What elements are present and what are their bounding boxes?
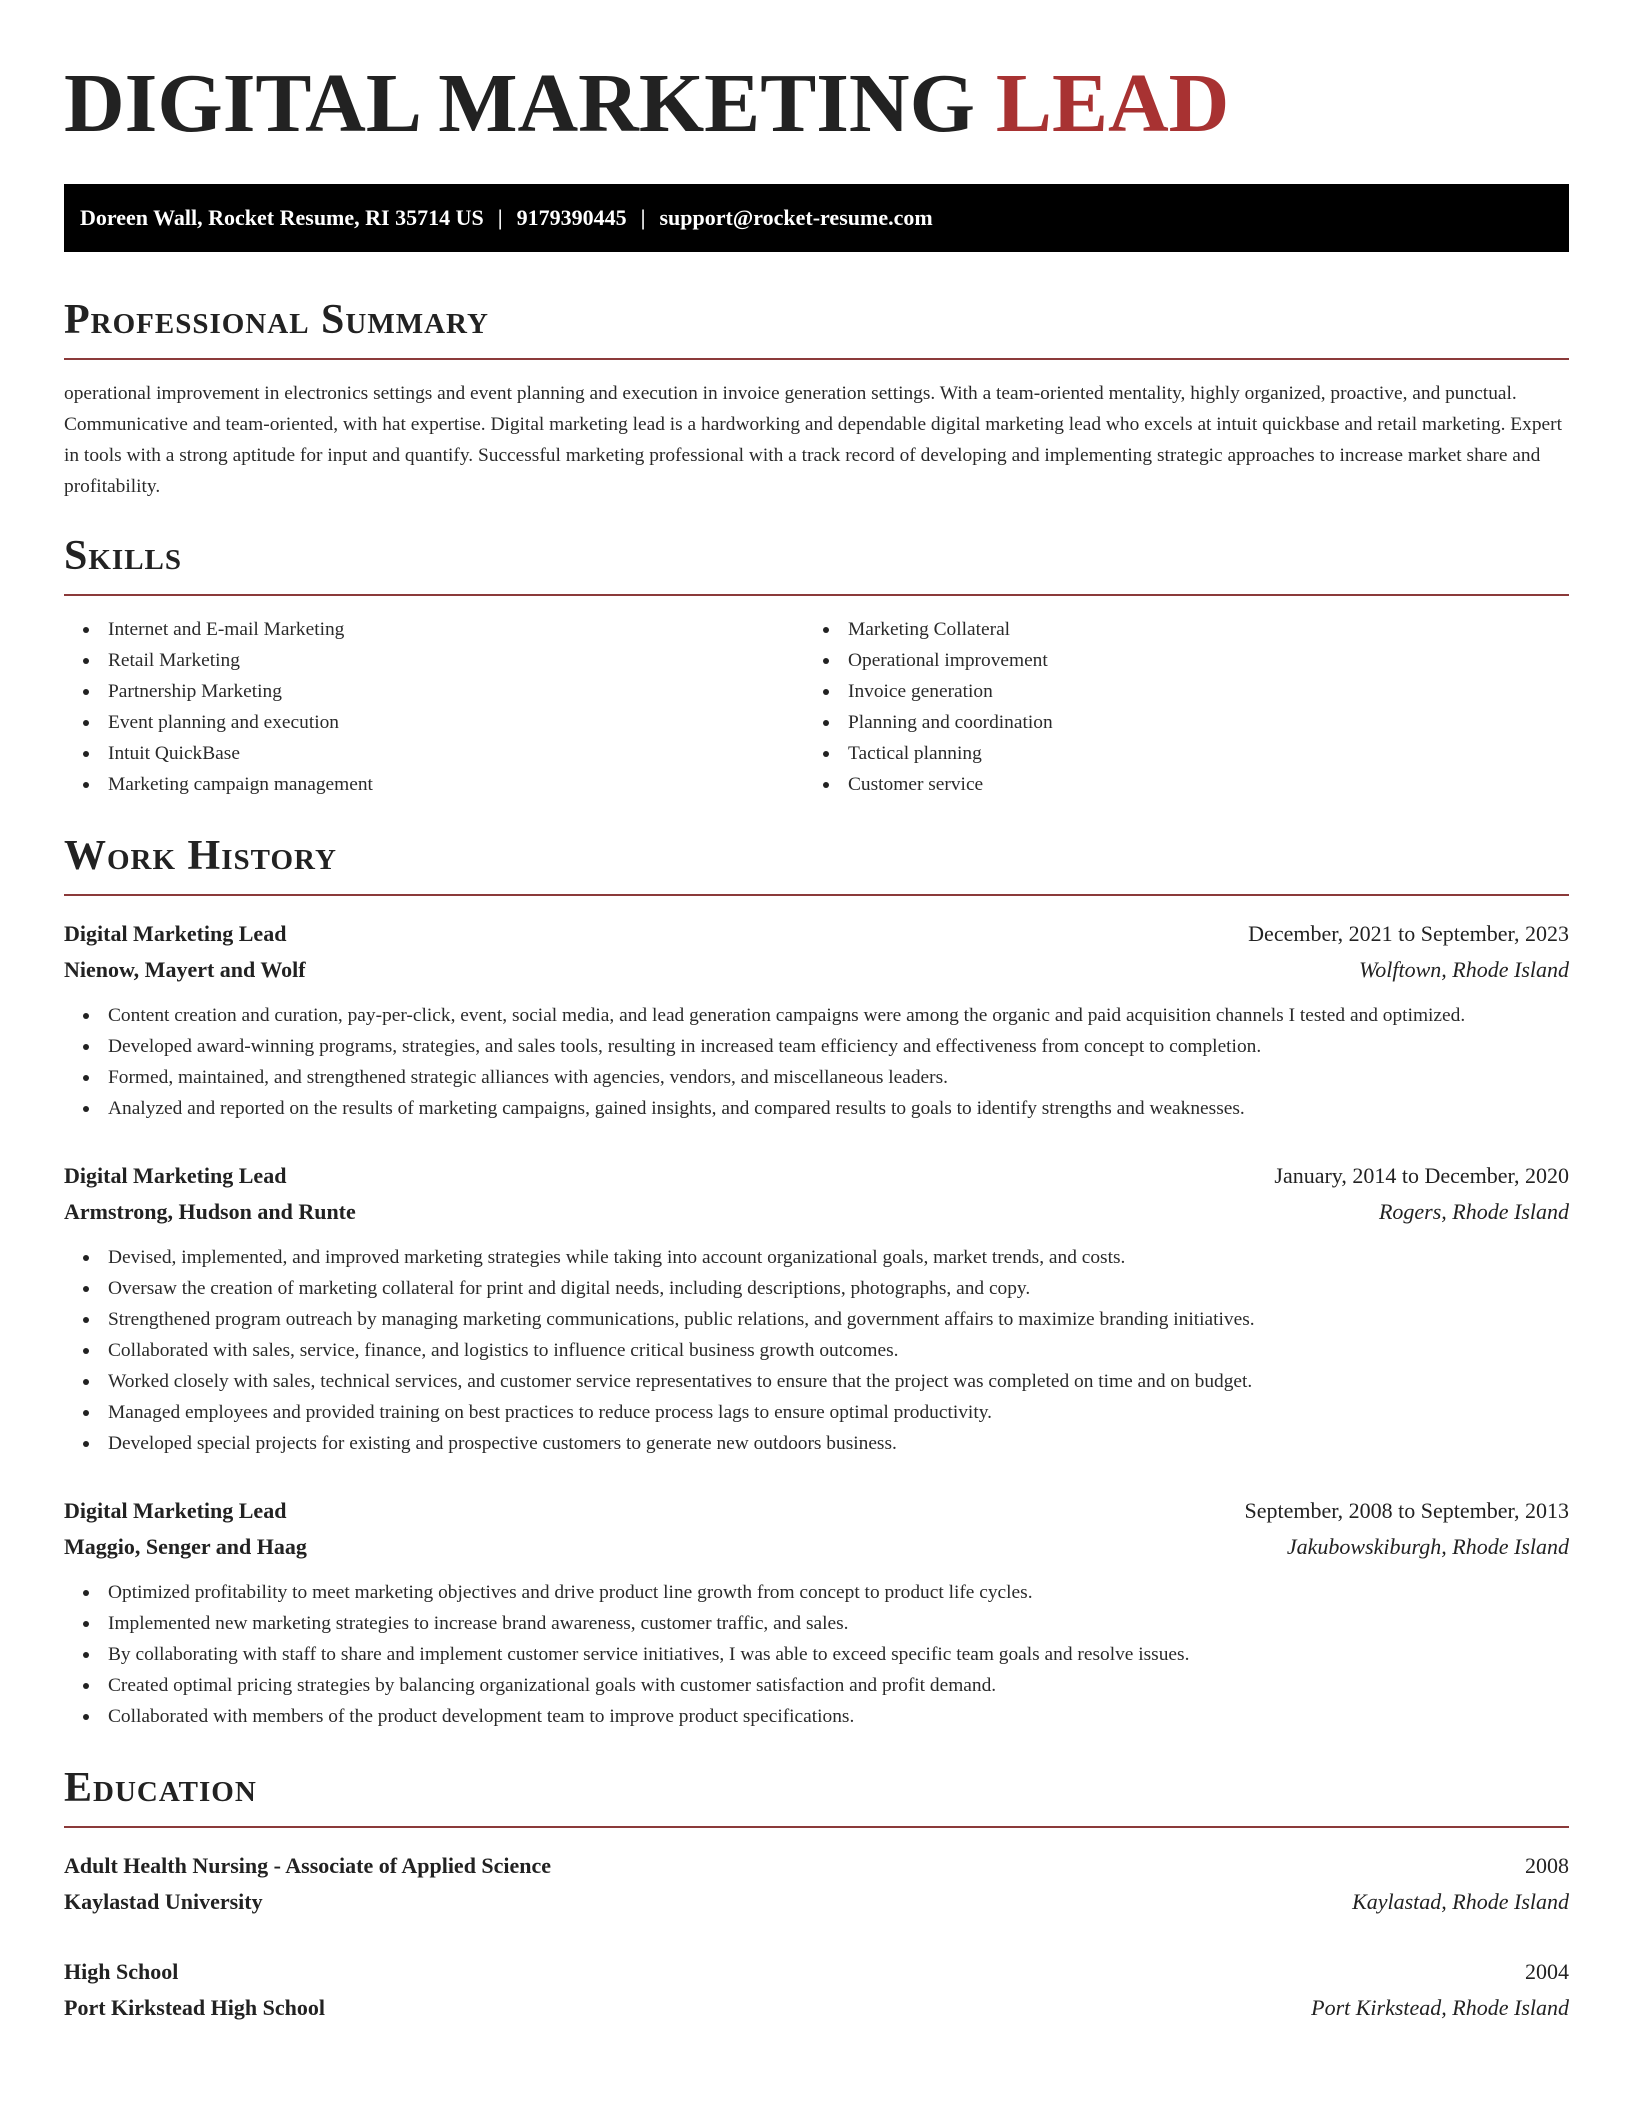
education-school-row xyxy=(64,1990,1569,2026)
education-degree: High School xyxy=(64,1959,179,1984)
skill-item: Customer service xyxy=(804,769,1544,800)
job-bullet: Strengthened program outreach by managing marketing communications, public relations, and government affairs to maximize branding initiatives. xyxy=(64,1304,1569,1335)
job-location: Rogers, Rhode Island xyxy=(1378,1199,1569,1224)
job-header-row xyxy=(64,916,1569,952)
education-entry xyxy=(64,1848,1569,1920)
section-heading-skills: Skills xyxy=(64,533,183,579)
job-bullet: Managed employees and provided training on best practices to reduce process lags to ensure optimal productivity. xyxy=(64,1397,1569,1428)
job-company: Maggio, Senger and Haag xyxy=(64,1534,307,1559)
contact-separator: | xyxy=(497,205,503,230)
education-location: Kaylastad, Rhode Island xyxy=(1352,1889,1569,1914)
section-divider xyxy=(64,894,1569,896)
job-bullet: Optimized profitability to meet marketing objectives and drive product line growth from concept to product life cycles. xyxy=(64,1577,1569,1608)
job-bullet: Formed, maintained, and strengthened strategic alliances with agencies, vendors, and miscellaneous leaders. xyxy=(64,1062,1569,1093)
job-header-row xyxy=(64,1158,1569,1194)
resume-page xyxy=(64,0,1569,2026)
skill-item: Marketing Collateral xyxy=(804,614,1544,645)
education-school: Port Kirkstead High School xyxy=(64,1995,325,2020)
skill-item: Partnership Marketing xyxy=(64,676,804,707)
skills-section xyxy=(64,532,1569,800)
skill-item: Operational improvement xyxy=(804,645,1544,676)
job-bullet: Developed special projects for existing and prospective customers to generate new outdoors business. xyxy=(64,1428,1569,1459)
job-bullet: Created optimal pricing strategies by balancing organizational goals with customer satisfaction and profit demand. xyxy=(64,1670,1569,1701)
skill-item: Invoice generation xyxy=(804,676,1544,707)
job-bullet: Oversaw the creation of marketing collateral for print and digital needs, including descriptions, photographs, and copy. xyxy=(64,1273,1569,1304)
job-header-row xyxy=(64,1493,1569,1529)
job-title: Digital Marketing Lead xyxy=(64,921,287,946)
skill-item: Internet and E-mail Marketing xyxy=(64,614,804,645)
education-header-row xyxy=(64,1954,1569,1990)
contact-separator: | xyxy=(640,205,646,230)
work-history-section xyxy=(64,832,1569,1732)
job-location: Wolftown, Rhode Island xyxy=(1358,957,1569,982)
job-company: Nienow, Mayert and Wolf xyxy=(64,957,306,982)
education-location: Port Kirkstead, Rhode Island xyxy=(1311,1995,1569,2020)
contact-email[interactable]: support@rocket-resume.com xyxy=(659,205,933,230)
job-bullets xyxy=(64,1000,1569,1124)
job-dates: January, 2014 to December, 2020 xyxy=(1274,1163,1569,1188)
job-title: Digital Marketing Lead xyxy=(64,1498,287,1523)
job-bullet: Collaborated with members of the product development team to improve product specifications. xyxy=(64,1701,1569,1732)
skills-column-left xyxy=(64,614,804,800)
job-bullets xyxy=(64,1242,1569,1459)
job-bullet: Worked closely with sales, technical services, and customer service representatives to ensure that the project was completed on time and on budget. xyxy=(64,1366,1569,1397)
job-bullet: Analyzed and reported on the results of marketing campaigns, gained insights, and compared results to goals to identify strengths and weaknesses. xyxy=(64,1093,1569,1124)
section-divider xyxy=(64,594,1569,596)
contact-bar xyxy=(64,184,1569,252)
summary-text: operational improvement in electronics settings and event planning and execution in invoice generation settings. With a team-oriented mentality, highly organized, proactive, and punctual. Communicative and team-oriented, with hat expertise. Digital marketing lead is a hardworking and dependable digital marketing lead who excels at intuit quickbase and retail marketing. Expert in tools with a strong aptitude for input and quantify. Successful marketing professional with a track record of developing and implementing strategic approaches to increase market share and profitability. xyxy=(64,383,1562,497)
job-location: Jakubowskiburgh, Rhode Island xyxy=(1286,1534,1569,1559)
professional-summary-section xyxy=(64,296,1569,502)
job-company-row xyxy=(64,952,1569,988)
job-dates: December, 2021 to September, 2023 xyxy=(1248,921,1569,946)
job-bullet: Devised, implemented, and improved marketing strategies while taking into account organizational goals, market trends, and costs. xyxy=(64,1242,1569,1273)
job-entry xyxy=(64,916,1569,1124)
job-entry xyxy=(64,1158,1569,1459)
contact-phone[interactable]: 9179390445 xyxy=(516,205,627,230)
job-bullets xyxy=(64,1577,1569,1732)
skill-item: Intuit QuickBase xyxy=(64,738,804,769)
job-bullet: Content creation and curation, pay-per-click, event, social media, and lead generation campaigns were among the organic and paid acquisition channels I tested and optimized. xyxy=(64,1000,1569,1031)
job-title: Digital Marketing Lead xyxy=(64,1163,287,1188)
job-bullet: Collaborated with sales, service, finance, and logistics to influence critical business growth outcomes. xyxy=(64,1335,1569,1366)
skills-column-right xyxy=(804,614,1544,800)
job-company: Armstrong, Hudson and Runte xyxy=(64,1199,356,1224)
job-bullet: Developed award-winning programs, strategies, and sales tools, resulting in increased team efficiency and effectiveness from concept to completion. xyxy=(64,1031,1569,1062)
section-divider xyxy=(64,1826,1569,1828)
resume-title xyxy=(64,0,1569,152)
section-divider xyxy=(64,358,1569,360)
education-year: 2004 xyxy=(1525,1959,1569,1984)
job-company-row xyxy=(64,1529,1569,1565)
section-heading-summary: Professional Summary xyxy=(64,297,489,343)
education-header-row xyxy=(64,1848,1569,1884)
education-year: 2008 xyxy=(1525,1853,1569,1878)
education-school: Kaylastad University xyxy=(64,1889,263,1914)
skill-item: Retail Marketing xyxy=(64,645,804,676)
job-dates: September, 2008 to September, 2013 xyxy=(1244,1498,1569,1523)
section-heading-education: Education xyxy=(64,1765,257,1811)
job-bullet: Implemented new marketing strategies to increase brand awareness, customer traffic, and sales. xyxy=(64,1608,1569,1639)
education-school-row xyxy=(64,1884,1569,1920)
title-accent: LEAD xyxy=(995,57,1230,150)
job-bullet: By collaborating with staff to share and implement customer service initiatives, I was able to exceed specific team goals and resolve issues. xyxy=(64,1639,1569,1670)
job-entry xyxy=(64,1493,1569,1732)
contact-address: Doreen Wall, Rocket Resume, RI 35714 US xyxy=(80,205,484,230)
skill-item: Event planning and execution xyxy=(64,707,804,738)
job-company-row xyxy=(64,1194,1569,1230)
section-heading-work: Work History xyxy=(64,833,337,879)
skill-item: Planning and coordination xyxy=(804,707,1544,738)
education-degree: Adult Health Nursing - Associate of Applied Science xyxy=(64,1853,552,1878)
education-entry xyxy=(64,1954,1569,2026)
skills-grid xyxy=(64,614,1569,800)
skill-item: Tactical planning xyxy=(804,738,1544,769)
skill-item: Marketing campaign management xyxy=(64,769,804,800)
title-main: DIGITAL MARKETING xyxy=(64,57,975,150)
education-section xyxy=(64,1764,1569,2026)
